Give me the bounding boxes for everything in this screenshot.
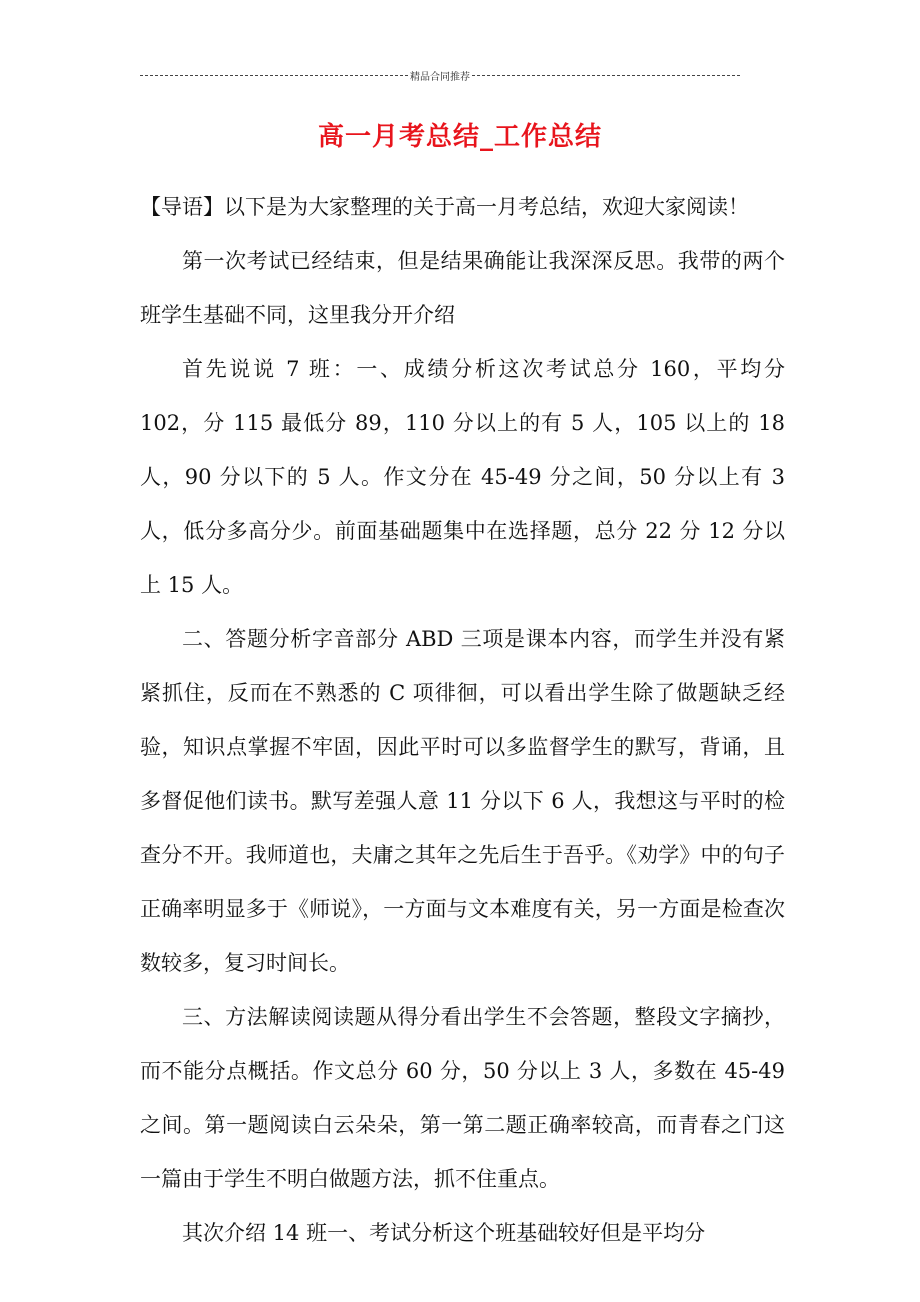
paragraph-intro: 【导语】以下是为大家整理的关于高一月考总结，欢迎大家阅读！ xyxy=(140,195,749,219)
paragraph: 三、方法解读阅读题从得分看出学生不会答题，整段文字摘抄，而不能分点概括。作文总分 60 分，50 分以上 3 人，多数在 45-49 之间。第一题阅读白云朵朵，第一第二题正确率较高，而青春之门这一篇由于学生不明白做题方法，抓不住重点。 xyxy=(140,1005,785,1191)
header-label: 精品合同推荐 xyxy=(410,71,470,83)
paragraph: 其次介绍 14 班一、考试分析这个班基础较好但是平均分 xyxy=(182,1221,706,1245)
document-body xyxy=(140,180,785,1260)
header-dash-left xyxy=(140,75,408,76)
document-title: 高一月考总结_工作总结 xyxy=(317,122,602,152)
paragraph: 首先说说 7 班：一、成绩分析这次考试总分 160，平均分 102，分 115 最低分 89，110 分以上的有 5 人，105 以上的 18 人，90 分以下的 5 人。作文分在 45-49 分之间，50 分以上有 3 人，低分多高分少。前面基础题集中在选择题，总分 22 分 12 分以上 15 人。 xyxy=(140,357,785,597)
paragraph: 第一次考试已经结束，但是结果确能让我深深反思。我带的两个班学生基础不同，这里我分开介绍 xyxy=(140,249,785,327)
header-rule xyxy=(140,64,740,86)
paragraph: 二、答题分析字音部分 ABD 三项是课本内容，而学生并没有紧紧抓住，反而在不熟悉的 C 项徘徊，可以看出学生除了做题缺乏经验，知识点掌握不牢固，因此平时可以多监督学生的默写，背诵，且多督促他们读书。默写差强人意 11 分以下 6 人，我想这与平时的检查分不开。我师道也，夫庸之其年之先后生于吾乎。《劝学》中的句子正确率明显多于《师说》，一方面与文本难度有关，另一方面是检查次数较多，复习时间长。 xyxy=(140,627,785,975)
header-dash-right xyxy=(472,75,740,76)
